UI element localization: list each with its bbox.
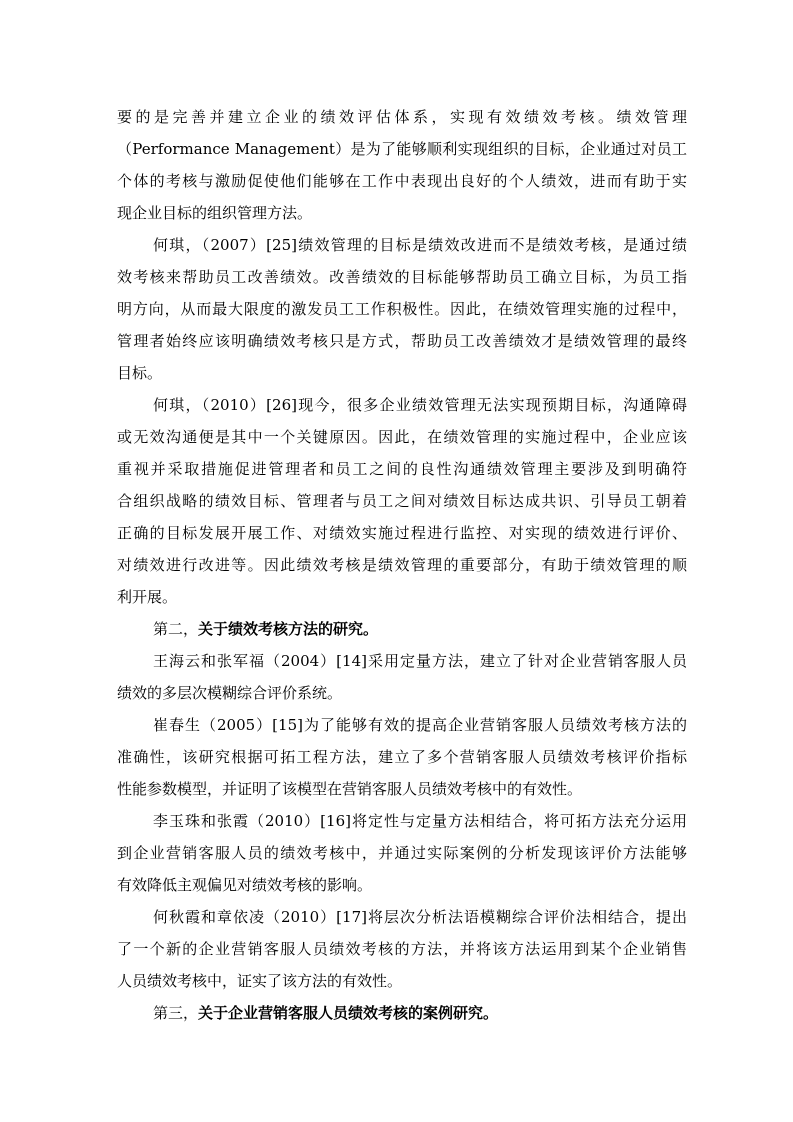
paragraph-1-line-4: 现企业目标的组织管理方法。 xyxy=(117,204,313,222)
section-heading-2 xyxy=(153,619,687,639)
paragraph-1-line-1: 要的是完善并建立企业的绩效评估体系，实现有效绩效考核。绩效管理 xyxy=(117,108,687,126)
paragraph-7-line-2: 到企业营销客服人员的绩效考核中，并通过实际案例的分析发现该评价方法能够 xyxy=(117,844,687,862)
paragraph-2-line-4: 管理者始终应该明确绩效考核只是方式，帮助员工改善绩效才是绩效管理的最终 xyxy=(117,332,687,350)
paragraph-3-line-6: 对绩效进行改进等。因此绩效考核是绩效管理的重要部分，有助于绩效管理的顺 xyxy=(117,556,687,574)
paragraph-8-line-2: 了一个新的企业营销客服人员绩效考核的方法，并将该方法运用到某个企业销售 xyxy=(117,940,687,958)
paragraph-2-line-5: 目标。 xyxy=(117,364,163,382)
paragraph-5-line-1: 王海云和张军福（2004）[14]采用定量方法，建立了针对企业营销客服人员 xyxy=(153,652,687,670)
paragraph-1-line-2: （Performance Management）是为了能够顺利实现组织的目标，企业通过对员工 xyxy=(117,140,687,158)
section-heading-3-prefix: 第三， xyxy=(153,1004,199,1022)
paragraph-6-line-3: 性能参数模型，并证明了该模型在营销客服人员绩效考核中的有效性。 xyxy=(117,780,583,798)
paragraph-2-line-1: 何琪，（2007）[25]绩效管理的目标是绩效改进而不是绩效考核，是通过绩 xyxy=(153,236,687,254)
section-heading-3-title: 关于企业营销客服人员绩效考核的案例研究。 xyxy=(198,1004,499,1022)
paragraph-3-line-7: 利开展。 xyxy=(117,588,178,606)
paragraph-2-line-3: 明方向，从而最大限度的激发员工工作积极性。因此，在绩效管理实施的过程中， xyxy=(117,300,687,318)
paragraph-7-line-3: 有效降低主观偏见对绩效考核的影响。 xyxy=(117,876,373,894)
paragraph-6-line-1: 崔春生（2005）[15]为了能够有效的提高企业营销客服人员绩效考核方法的 xyxy=(153,716,687,734)
paragraph-3-line-2: 或无效沟通便是其中一个关键原因。因此，在绩效管理的实施过程中，企业应该 xyxy=(117,428,687,446)
section-heading-3 xyxy=(153,1003,687,1023)
paragraph-8-line-3: 人员绩效考核中，证实了该方法的有效性。 xyxy=(117,972,403,990)
section-heading-2-prefix: 第二， xyxy=(153,620,199,638)
paragraph-3-line-5: 正确的目标发展开展工作、对绩效实施过程进行监控、对实现的绩效进行评价、 xyxy=(117,524,687,542)
paragraph-8-line-1: 何秋霞和章依凌（2010）[17]将层次分析法语模糊综合评价法相结合，提出 xyxy=(153,908,687,926)
section-heading-2-title: 关于绩效考核方法的研究。 xyxy=(198,620,379,638)
paragraph-2-line-2: 效考核来帮助员工改善绩效。改善绩效的目标能够帮助员工确立目标，为员工指 xyxy=(117,268,687,286)
paragraph-1-line-3: 个体的考核与激励促使他们能够在工作中表现出良好的个人绩效，进而有助于实 xyxy=(117,172,687,190)
paragraph-3-line-3: 重视并采取措施促进管理者和员工之间的良性沟通绩效管理主要涉及到明确符 xyxy=(117,460,687,478)
paragraph-3-line-4: 合组织战略的绩效目标、管理者与员工之间对绩效目标达成共识、引导员工朝着 xyxy=(117,492,687,510)
paragraph-6-line-2: 准确性，该研究根据可拓工程方法，建立了多个营销客服人员绩效考核评价指标 xyxy=(117,748,687,766)
paragraph-7-line-1: 李玉珠和张霞（2010）[16]将定性与定量方法相结合，将可拓方法充分运用 xyxy=(153,812,687,830)
paragraph-3-line-1: 何琪，（2010）[26]现今，很多企业绩效管理无法实现预期目标，沟通障碍 xyxy=(153,396,687,414)
paragraph-5-line-2: 绩效的多层次模糊综合评价系统。 xyxy=(117,684,343,702)
